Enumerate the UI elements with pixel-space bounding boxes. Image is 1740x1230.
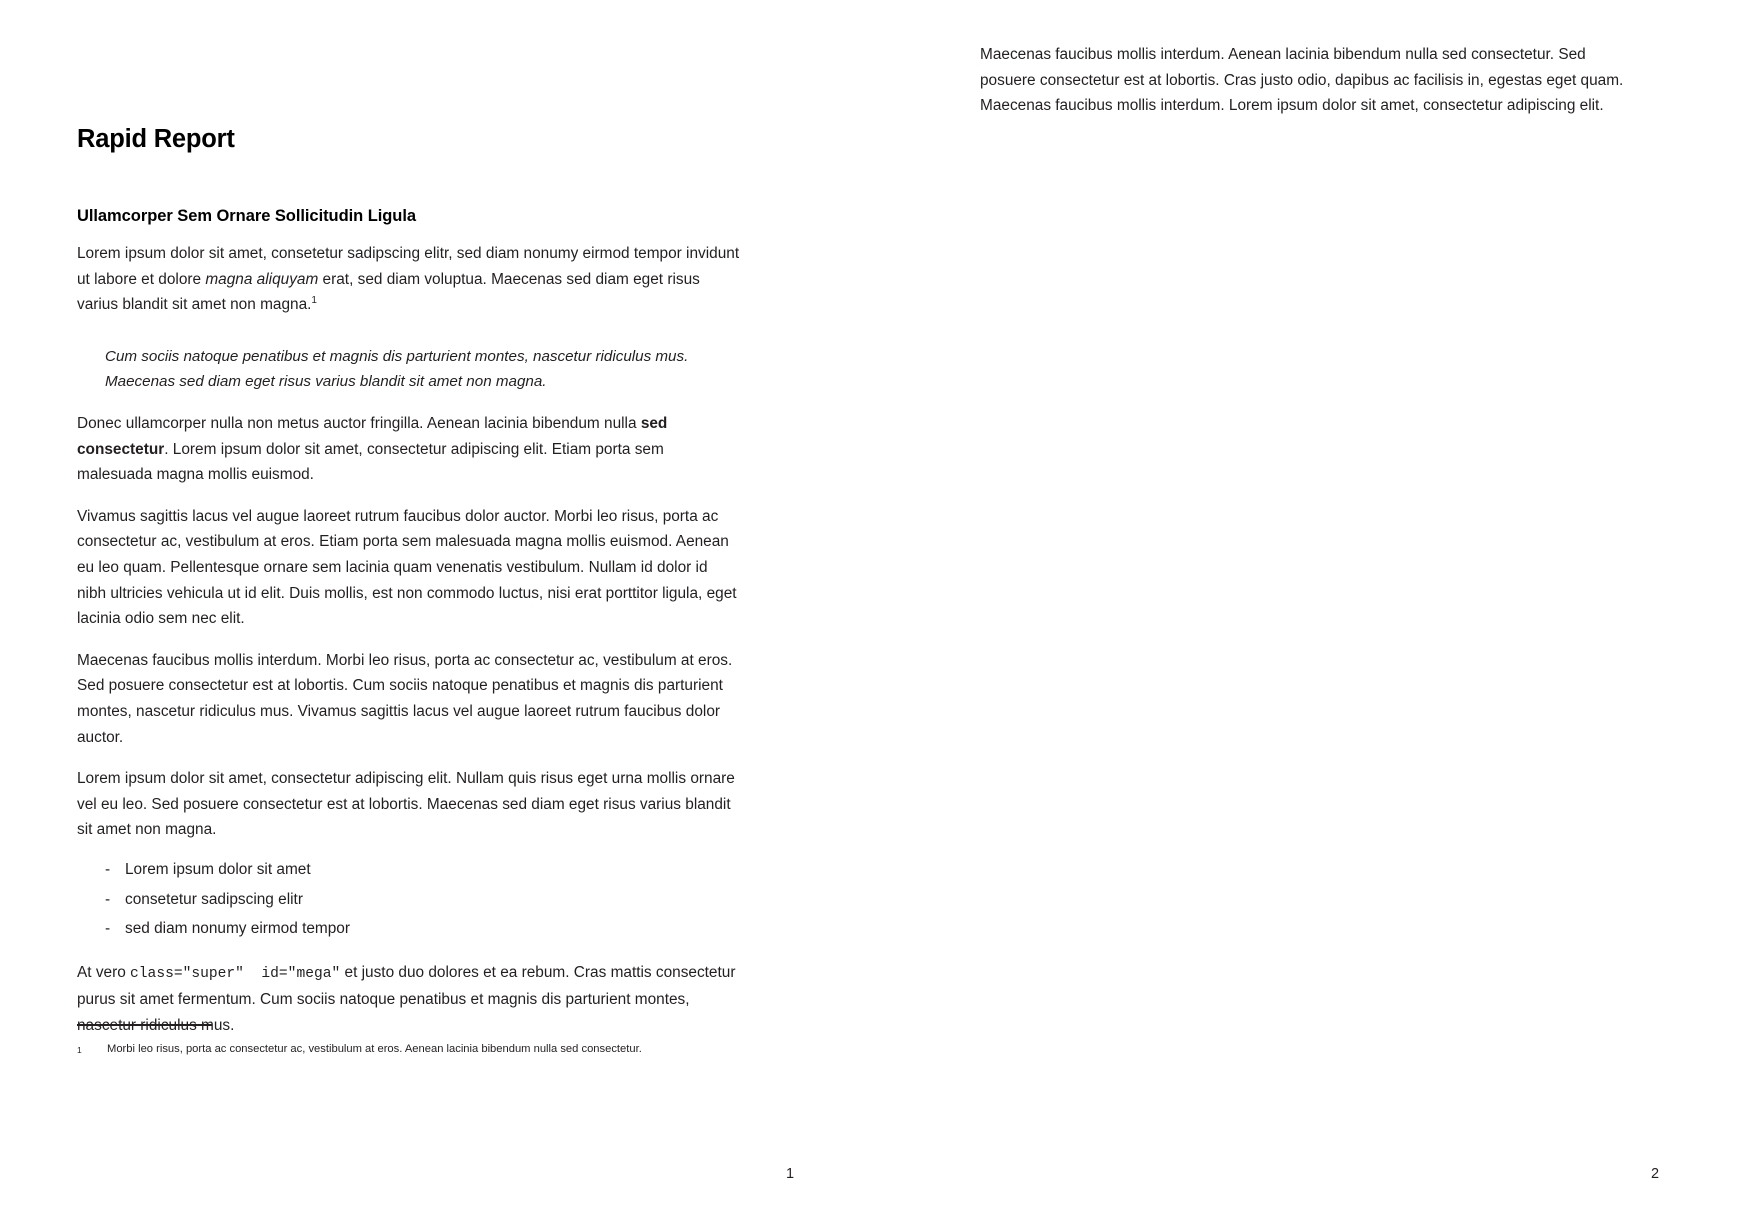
paragraph-2-bold: sed consectetur	[77, 415, 668, 458]
list-item	[77, 916, 740, 946]
paragraph-4: Maecenas faucibus mollis interdum. Morbi leo risus, porta ac consectetur ac, vestibulum at eros. Sed posuere consectetur est at lobortis. Cum sociis natoque penatibus et magnis dis parturient montes, nascetur ridiculus mus. Vivamus sagittis lacus vel augue laoreet rutrum faucibus dolor auctor.	[77, 651, 733, 746]
paragraph-6-text-a: At vero	[77, 963, 131, 981]
footnote-item	[77, 1041, 740, 1058]
page-number-left: 1	[786, 1166, 795, 1182]
list-bullet-icon: -	[105, 860, 111, 878]
paragraph-6-text-b: et justo duo dolores et ea rebum. Cras mattis consectetur purus sit amet fermentum. Cum sociis natoque penatibus et magnis dis parturient montes, nascetur ridiculus mus.	[77, 963, 736, 1034]
footnote-text: Morbi leo risus, porta ac consectetur ac, vestibulum at eros. Aenean lacinia bibendum nulla sed consectetur.	[107, 1043, 642, 1055]
paragraph-3: Vivamus sagittis lacus vel augue laoreet rutrum faucibus dolor auctor. Morbi leo risus, porta ac consectetur ac, vestibulum at eros. Etiam porta sem malesuada magna mollis euismod. Aenean eu leo quam. Pellentesque ornare sem lacinia quam venenatis vestibulum. Nullam id dolor id nibh ultricies vehicula ut id elit. Duis mollis, est non commodo luctus, nisi erat porttitor ligula, eget lacinia odio sem nec elit.	[77, 507, 737, 628]
footnote-reference[interactable]: 1	[311, 295, 317, 307]
page-2-content	[980, 0, 1643, 119]
bullet-list	[77, 843, 740, 946]
inline-code-snippet: class="super" id="mega"	[130, 965, 341, 982]
paragraph-1	[77, 227, 740, 318]
paragraph-2	[77, 395, 740, 488]
paragraph-5: Lorem ipsum dolor sit amet, consectetur adipiscing elit. Nullam quis risus eget urna mollis ornare vel eu leo. Sed posuere consectetur est at lobortis. Maecenas sed diam eget risus varius blandit sit amet non magna.	[77, 770, 735, 839]
page-right	[870, 0, 1740, 1230]
list-bullet-icon: -	[105, 890, 111, 908]
list-item-label: consetetur sadipscing elitr	[125, 890, 303, 908]
list-item	[77, 887, 740, 917]
page-1-content	[77, 0, 740, 1038]
page-2-paragraph-1: Maecenas faucibus mollis interdum. Aenean lacinia bibendum nulla sed consectetur. Sed posuere consectetur est at lobortis. Cras justo odio, dapibus ac facilisis in, egestas eget quam. Maecenas faucibus mollis interdum. Lorem ipsum dolor sit amet, consectetur adipiscing elit.	[980, 46, 1624, 115]
page-number-right: 2	[1651, 1166, 1660, 1182]
paragraph-1-text-b: erat, sed diam voluptua. Maecenas sed diam eget risus varius blandit sit amet non magna.	[77, 270, 700, 314]
list-bullet-icon: -	[105, 920, 111, 938]
footnote-area	[77, 1024, 740, 1058]
paragraph-2-text-b: . Lorem ipsum dolor sit amet, consectetur adipiscing elit. Etiam porta sem malesuada magna mollis euismod.	[77, 440, 664, 484]
paragraph-1-italic: magna aliquyam	[205, 270, 319, 288]
list-item-label: sed diam nonumy eirmod tempor	[125, 920, 350, 938]
section-heading: Ullamcorper Sem Ornare Sollicitudin Ligula	[77, 206, 416, 225]
footnote-separator-rule	[77, 1024, 212, 1026]
paragraph-1-text-a: Lorem ipsum dolor sit amet, consetetur sadipscing elitr, sed diam nonumy eirmod tempor invidunt ut labore et dolore	[77, 245, 740, 288]
page-title: Rapid Report	[77, 125, 235, 153]
footnote-marker: 1	[77, 1045, 82, 1055]
list-item-label: Lorem ipsum dolor sit amet	[125, 860, 311, 878]
paragraph-2-text-a: Donec ullamcorper nulla non metus auctor fringilla. Aenean lacinia bibendum nulla	[77, 415, 641, 432]
blockquote: Cum sociis natoque penatibus et magnis dis parturient montes, nascetur ridiculus mus. Maecenas sed diam eget risus varius blandit sit amet non magna.	[105, 347, 689, 391]
list-item	[77, 857, 740, 887]
